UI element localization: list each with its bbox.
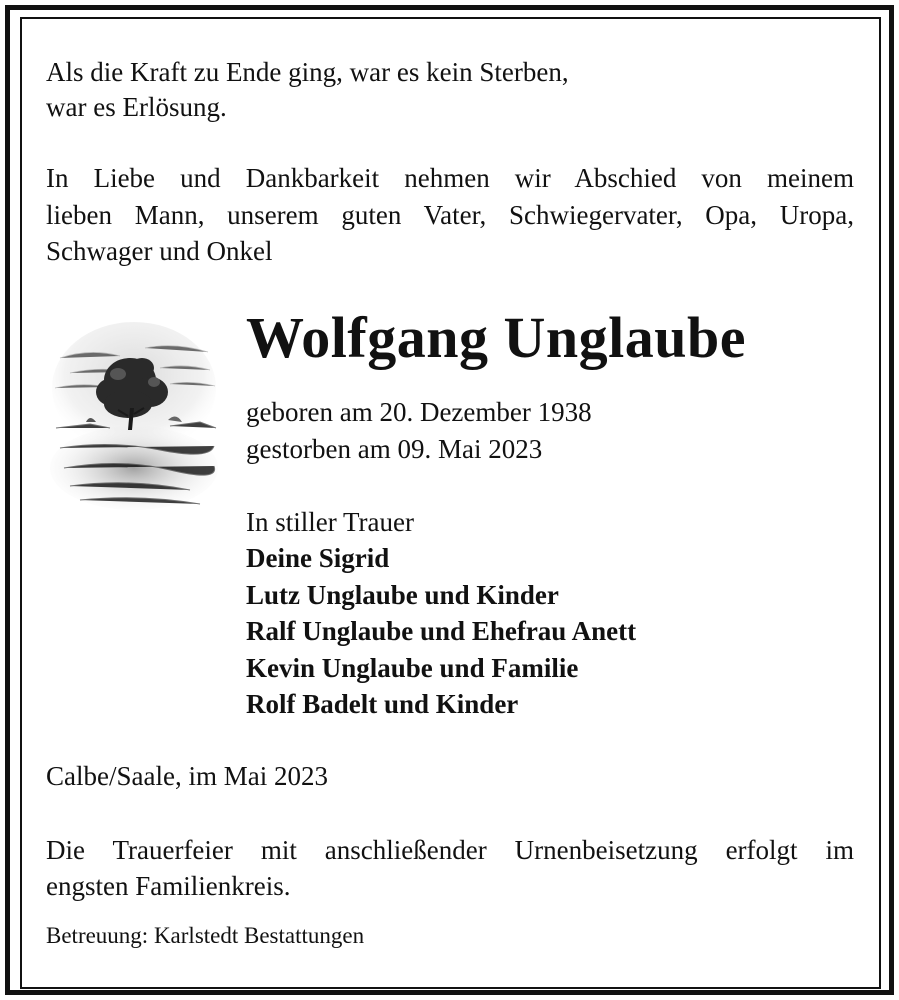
ceremony-line-2: engsten Familienkreis. — [46, 871, 291, 901]
mourner-1: Deine Sigrid — [246, 543, 390, 573]
mourners-heading: In stiller Trauer — [246, 507, 414, 537]
mourner-5: Rolf Badelt und Kinder — [246, 689, 519, 719]
tree-landscape-illustration — [50, 318, 218, 513]
undertaker-credit: Betreuung: Karlstedt Bestattungen — [46, 923, 365, 948]
ceremony-line-1: Die Trauerfeier mit anschließender Urnenbeisetzung erfolgt im — [46, 835, 854, 865]
mourner-2: Lutz Unglaube und Kinder — [246, 580, 559, 610]
place-date: Calbe/Saale, im Mai 2023 — [46, 761, 328, 791]
mourner-3: Ralf Unglaube und Ehefrau Anett — [246, 616, 637, 646]
death-date: gestorben am 09. Mai 2023 — [246, 434, 543, 464]
deceased-name: Wolfgang Unglaube — [246, 305, 746, 370]
intro-line-2: lieben Mann, unserem guten Vater, Schwiegervater, Opa, Uropa, — [46, 200, 854, 230]
intro-line-3: Schwager und Onkel — [46, 236, 273, 266]
birth-date: geboren am 20. Dezember 1938 — [246, 397, 592, 427]
mourner-4: Kevin Unglaube und Familie — [246, 653, 579, 683]
intro-line-1: In Liebe und Dankbarkeit nehmen wir Abschied von meinem — [46, 163, 854, 193]
motto-line-1: Als die Kraft zu Ende ging, war es kein Sterben, — [46, 57, 569, 87]
motto-line-2: war es Erlösung. — [46, 92, 227, 122]
